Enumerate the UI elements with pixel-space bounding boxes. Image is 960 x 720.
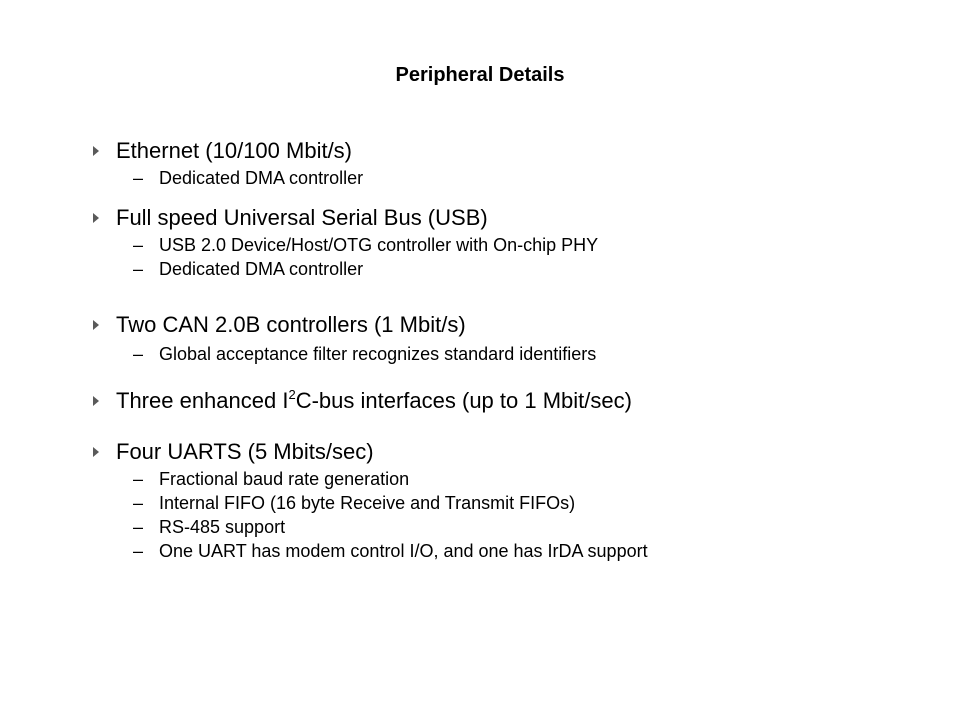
sub-item-text: Fractional baud rate generation	[159, 469, 410, 489]
dash-glyph: –	[133, 517, 144, 537]
dash-glyph: –	[133, 235, 144, 255]
dash-glyph: –	[133, 541, 144, 561]
sub-item	[133, 467, 892, 491]
triangle-right-icon	[92, 395, 100, 407]
sub-item	[133, 539, 892, 563]
sub-item	[133, 515, 892, 539]
sub-item	[133, 491, 892, 515]
bullet-text: Full speed Universal Serial Bus (USB)	[116, 205, 488, 230]
sub-item-text: RS-485 support	[159, 517, 286, 537]
dash-glyph: –	[133, 469, 144, 489]
bullet-can	[92, 310, 892, 366]
bullet-text: Three enhanced $I^2C$-bus interfaces (up to 1 Mbit/sec)	[116, 386, 632, 413]
sub-item	[133, 233, 892, 257]
bullet-text: Two CAN 2.0B controllers (1 Mbit/s)	[116, 312, 466, 337]
triangle-right-icon	[92, 319, 100, 331]
sub-item-text: One UART has modem control I/O, and one has IrDA support	[159, 541, 648, 561]
slide-title: Peripheral Details	[395, 64, 565, 86]
sub-item	[133, 166, 892, 190]
sub-item	[133, 342, 892, 366]
bullet-ethernet	[92, 136, 892, 190]
dash-glyph: –	[133, 259, 144, 279]
sub-item-text: Global acceptance filter recognizes standard identifiers	[159, 344, 597, 364]
bullet-usb	[92, 203, 892, 281]
dash-glyph: –	[133, 493, 144, 513]
sub-item-text: Internal FIFO (16 byte Receive and Transmit FIFOs)	[159, 493, 576, 513]
bullet-i2c	[92, 386, 892, 416]
sub-item-text: USB 2.0 Device/Host/OTG controller with On-chip PHY	[159, 235, 599, 255]
dash-glyph: –	[133, 168, 144, 188]
sub-item-text: Dedicated DMA controller	[159, 259, 364, 279]
triangle-right-icon	[92, 212, 100, 224]
triangle-right-icon	[92, 446, 100, 458]
bullet-uarts	[92, 437, 892, 563]
bullet-text: Ethernet (10/100 Mbit/s)	[116, 138, 353, 163]
bullet-text: Four UARTS (5 Mbits/sec)	[116, 439, 374, 464]
triangle-right-icon	[92, 145, 100, 157]
dash-glyph: –	[133, 344, 144, 364]
sub-item	[133, 257, 892, 281]
sub-item-text: Dedicated DMA controller	[159, 168, 364, 188]
superscript: 2	[288, 386, 296, 402]
